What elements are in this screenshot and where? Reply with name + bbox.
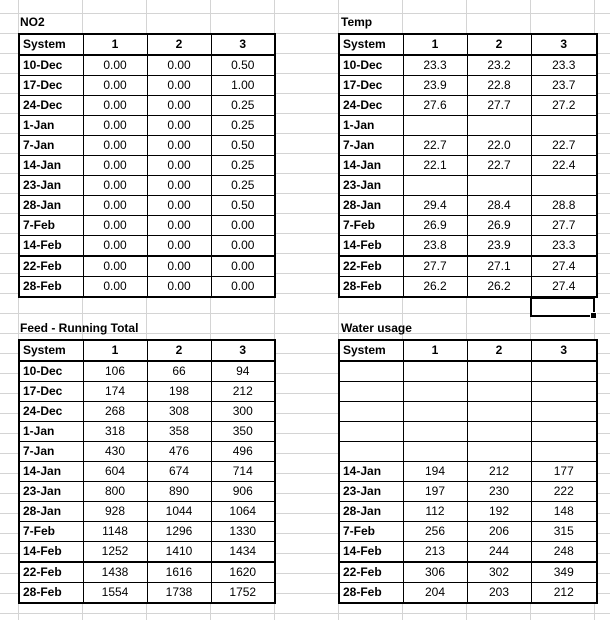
no2-cell[interactable]: 0.00 xyxy=(83,136,147,156)
water-cell[interactable]: 177 xyxy=(531,462,597,482)
temp-cell[interactable]: 26.2 xyxy=(403,277,467,298)
temp-table-row xyxy=(339,176,597,196)
water-cell[interactable] xyxy=(403,422,467,442)
feed-cell[interactable]: 1148 xyxy=(83,522,147,542)
water-cell[interactable] xyxy=(339,442,403,462)
no2-table-row xyxy=(19,96,275,116)
feed-cell[interactable]: 1064 xyxy=(211,502,275,522)
no2-cell[interactable]: 0.00 xyxy=(83,256,147,277)
no2-cell[interactable]: 0.00 xyxy=(147,156,211,176)
water-cell[interactable]: 203 xyxy=(467,583,531,604)
feed-cell[interactable]: 318 xyxy=(83,422,147,442)
temp-cell[interactable]: 1-Jan xyxy=(339,116,403,136)
temp-cell[interactable]: 27.7 xyxy=(403,256,467,277)
temp-header-cell[interactable]: System xyxy=(339,34,403,55)
temp-cell[interactable]: 22.0 xyxy=(467,136,531,156)
feed-cell[interactable]: 94 xyxy=(211,361,275,382)
feed-header-row xyxy=(19,340,275,361)
feed-cell[interactable]: 1438 xyxy=(83,562,147,583)
water-cell[interactable]: 23-Jan xyxy=(339,482,403,502)
water-cell[interactable]: 14-Feb xyxy=(339,542,403,563)
temp-cell[interactable]: 23.3 xyxy=(403,55,467,76)
no2-cell[interactable]: 0.00 xyxy=(147,96,211,116)
no2-cell[interactable]: 0.00 xyxy=(83,176,147,196)
water-table-row xyxy=(339,522,597,542)
no2-cell[interactable]: 0.50 xyxy=(211,55,275,76)
feed-header-cell[interactable]: System xyxy=(19,340,83,361)
feed-cell[interactable]: 23-Jan xyxy=(19,482,83,502)
water-cell[interactable]: 112 xyxy=(403,502,467,522)
no2-table xyxy=(18,33,276,298)
water-cell[interactable] xyxy=(531,442,597,462)
feed-cell[interactable]: 358 xyxy=(147,422,211,442)
no2-cell[interactable]: 0.00 xyxy=(83,196,147,216)
water-cell[interactable]: 315 xyxy=(531,522,597,542)
water-header-row xyxy=(339,340,597,361)
temp-cell[interactable]: 10-Dec xyxy=(339,55,403,76)
water-title: Water usage xyxy=(341,321,412,335)
feed-table-row xyxy=(19,542,275,563)
no2-cell[interactable]: 0.00 xyxy=(147,76,211,96)
feed-cell[interactable]: 714 xyxy=(211,462,275,482)
feed-cell[interactable]: 24-Dec xyxy=(19,402,83,422)
temp-title: Temp xyxy=(341,15,373,29)
temp-table-row xyxy=(339,196,597,216)
water-cell[interactable] xyxy=(403,442,467,462)
no2-cell[interactable]: 0.00 xyxy=(83,116,147,136)
feed-cell[interactable]: 1554 xyxy=(83,583,147,604)
feed-header-cell[interactable]: 1 xyxy=(83,340,147,361)
no2-table-row xyxy=(19,236,275,257)
feed-cell[interactable]: 17-Dec xyxy=(19,382,83,402)
no2-cell[interactable]: 1.00 xyxy=(211,76,275,96)
no2-cell[interactable]: 14-Jan xyxy=(19,156,83,176)
temp-cell[interactable]: 28-Jan xyxy=(339,196,403,216)
water-cell[interactable] xyxy=(531,382,597,402)
water-table-row xyxy=(339,482,597,502)
no2-title: NO2 xyxy=(20,15,45,29)
water-cell[interactable]: 194 xyxy=(403,462,467,482)
temp-table-row xyxy=(339,256,597,277)
feed-table-row xyxy=(19,361,275,382)
temp-cell[interactable]: 24-Dec xyxy=(339,96,403,116)
water-header-cell[interactable]: System xyxy=(339,340,403,361)
temp-cell[interactable]: 26.2 xyxy=(467,277,531,298)
no2-cell[interactable]: 0.25 xyxy=(211,156,275,176)
water-cell[interactable] xyxy=(467,361,531,382)
fill-handle[interactable] xyxy=(590,312,597,319)
feed-cell[interactable]: 106 xyxy=(83,361,147,382)
water-cell[interactable]: 7-Feb xyxy=(339,522,403,542)
no2-cell[interactable]: 0.00 xyxy=(147,277,211,298)
feed-cell[interactable]: 1752 xyxy=(211,583,275,604)
water-table-row xyxy=(339,542,597,563)
no2-cell[interactable]: 7-Feb xyxy=(19,216,83,236)
no2-cell[interactable]: 0.00 xyxy=(147,55,211,76)
water-table-row xyxy=(339,462,597,482)
no2-table-row xyxy=(19,116,275,136)
feed-cell[interactable]: 1-Jan xyxy=(19,422,83,442)
temp-cell[interactable]: 22.7 xyxy=(531,136,597,156)
no2-cell[interactable]: 28-Jan xyxy=(19,196,83,216)
temp-cell[interactable]: 23.9 xyxy=(467,236,531,257)
feed-title: Feed - Running Total xyxy=(20,321,139,335)
feed-cell[interactable]: 604 xyxy=(83,462,147,482)
no2-cell[interactable]: 0.25 xyxy=(211,176,275,196)
feed-cell[interactable]: 1044 xyxy=(147,502,211,522)
water-cell[interactable]: 28-Feb xyxy=(339,583,403,604)
no2-cell[interactable]: 0.00 xyxy=(211,216,275,236)
temp-table-row xyxy=(339,116,597,136)
feed-table-row xyxy=(19,502,275,522)
no2-cell[interactable]: 0.50 xyxy=(211,136,275,156)
no2-cell[interactable]: 0.00 xyxy=(83,236,147,257)
no2-table-row xyxy=(19,256,275,277)
water-table-row xyxy=(339,422,597,442)
water-cell[interactable]: 212 xyxy=(467,462,531,482)
temp-cell[interactable]: 27.2 xyxy=(531,96,597,116)
temp-cell[interactable]: 23.3 xyxy=(531,55,597,76)
feed-cell[interactable]: 350 xyxy=(211,422,275,442)
feed-cell[interactable]: 268 xyxy=(83,402,147,422)
water-cell[interactable] xyxy=(531,361,597,382)
feed-cell[interactable]: 14-Jan xyxy=(19,462,83,482)
no2-cell[interactable]: 0.00 xyxy=(147,136,211,156)
water-cell[interactable] xyxy=(339,382,403,402)
no2-table-row xyxy=(19,277,275,298)
water-table-row xyxy=(339,502,597,522)
water-table-row xyxy=(339,382,597,402)
no2-cell[interactable]: 0.00 xyxy=(83,277,147,298)
water-cell[interactable]: 349 xyxy=(531,562,597,583)
no2-cell[interactable]: 23-Jan xyxy=(19,176,83,196)
no2-table-row xyxy=(19,76,275,96)
temp-cell[interactable]: 23.9 xyxy=(403,76,467,96)
water-cell[interactable]: 222 xyxy=(531,482,597,502)
no2-header-cell[interactable]: System xyxy=(19,34,83,55)
feed-cell[interactable]: 890 xyxy=(147,482,211,502)
no2-cell[interactable]: 0.00 xyxy=(83,96,147,116)
temp-cell[interactable]: 7-Jan xyxy=(339,136,403,156)
no2-header-cell[interactable]: 1 xyxy=(83,34,147,55)
temp-table-row xyxy=(339,96,597,116)
feed-table-row xyxy=(19,522,275,542)
temp-cell[interactable]: 22.7 xyxy=(467,156,531,176)
temp-cell[interactable]: 22.1 xyxy=(403,156,467,176)
feed-cell[interactable]: 476 xyxy=(147,442,211,462)
no2-cell[interactable]: 14-Feb xyxy=(19,236,83,257)
water-cell[interactable] xyxy=(467,442,531,462)
temp-cell[interactable]: 29.4 xyxy=(403,196,467,216)
feed-cell[interactable]: 1330 xyxy=(211,522,275,542)
water-cell[interactable] xyxy=(467,382,531,402)
temp-table-row xyxy=(339,236,597,257)
feed-cell[interactable]: 1434 xyxy=(211,542,275,563)
feed-table-row xyxy=(19,402,275,422)
temp-cell[interactable]: 22-Feb xyxy=(339,256,403,277)
water-table xyxy=(338,339,598,604)
temp-cell[interactable]: 26.9 xyxy=(467,216,531,236)
no2-cell[interactable]: 0.00 xyxy=(147,216,211,236)
feed-cell[interactable]: 1410 xyxy=(147,542,211,563)
temp-header-row xyxy=(339,34,597,55)
no2-cell[interactable]: 1-Jan xyxy=(19,116,83,136)
feed-cell[interactable]: 1738 xyxy=(147,583,211,604)
no2-table-row xyxy=(19,176,275,196)
temp-cell[interactable]: 23.7 xyxy=(531,76,597,96)
water-cell[interactable]: 248 xyxy=(531,542,597,563)
temp-cell[interactable] xyxy=(403,176,467,196)
no2-table-row xyxy=(19,136,275,156)
feed-cell[interactable]: 928 xyxy=(83,502,147,522)
no2-cell[interactable]: 0.00 xyxy=(147,236,211,257)
water-cell[interactable]: 14-Jan xyxy=(339,462,403,482)
water-cell[interactable] xyxy=(531,422,597,442)
feed-cell[interactable]: 1616 xyxy=(147,562,211,583)
temp-cell[interactable]: 27.4 xyxy=(531,256,597,277)
temp-cell[interactable]: 23.8 xyxy=(403,236,467,257)
water-cell[interactable]: 28-Jan xyxy=(339,502,403,522)
feed-table-row xyxy=(19,462,275,482)
water-cell[interactable]: 204 xyxy=(403,583,467,604)
water-cell[interactable] xyxy=(403,402,467,422)
temp-header-cell[interactable]: 3 xyxy=(531,34,597,55)
temp-cell[interactable]: 27.7 xyxy=(467,96,531,116)
feed-table-row xyxy=(19,562,275,583)
temp-table-row xyxy=(339,76,597,96)
no2-table-row xyxy=(19,216,275,236)
temp-table-row xyxy=(339,55,597,76)
temp-table xyxy=(338,33,598,298)
temp-cell[interactable]: 23.2 xyxy=(467,55,531,76)
feed-cell[interactable]: 800 xyxy=(83,482,147,502)
water-header-cell[interactable]: 1 xyxy=(403,340,467,361)
feed-header-cell[interactable]: 2 xyxy=(147,340,211,361)
no2-cell[interactable]: 0.00 xyxy=(211,256,275,277)
temp-cell[interactable]: 23-Jan xyxy=(339,176,403,196)
selected-cell[interactable] xyxy=(530,297,595,317)
no2-cell[interactable]: 0.00 xyxy=(83,76,147,96)
temp-table-row xyxy=(339,277,597,298)
temp-cell[interactable] xyxy=(403,116,467,136)
water-cell[interactable] xyxy=(467,422,531,442)
temp-cell[interactable]: 7-Feb xyxy=(339,216,403,236)
feed-cell[interactable]: 22-Feb xyxy=(19,562,83,583)
water-table-row xyxy=(339,402,597,422)
temp-cell[interactable] xyxy=(467,116,531,136)
water-cell[interactable]: 306 xyxy=(403,562,467,583)
feed-header-cell[interactable]: 3 xyxy=(211,340,275,361)
no2-cell[interactable]: 24-Dec xyxy=(19,96,83,116)
no2-cell[interactable]: 0.00 xyxy=(147,196,211,216)
no2-cell[interactable]: 0.25 xyxy=(211,96,275,116)
temp-cell[interactable]: 22.7 xyxy=(403,136,467,156)
water-cell[interactable]: 230 xyxy=(467,482,531,502)
feed-cell[interactable]: 1252 xyxy=(83,542,147,563)
no2-header-cell[interactable]: 3 xyxy=(211,34,275,55)
feed-cell[interactable]: 10-Dec xyxy=(19,361,83,382)
temp-cell[interactable]: 28.4 xyxy=(467,196,531,216)
temp-cell[interactable]: 27.6 xyxy=(403,96,467,116)
feed-table-row xyxy=(19,442,275,462)
water-cell[interactable] xyxy=(339,361,403,382)
no2-cell[interactable]: 7-Jan xyxy=(19,136,83,156)
water-cell[interactable]: 302 xyxy=(467,562,531,583)
feed-cell[interactable]: 28-Jan xyxy=(19,502,83,522)
no2-cell[interactable]: 28-Feb xyxy=(19,277,83,298)
water-cell[interactable]: 213 xyxy=(403,542,467,563)
temp-cell[interactable]: 28.8 xyxy=(531,196,597,216)
temp-cell[interactable]: 22.8 xyxy=(467,76,531,96)
water-cell[interactable]: 197 xyxy=(403,482,467,502)
no2-cell[interactable]: 0.25 xyxy=(211,116,275,136)
temp-table-row xyxy=(339,156,597,176)
water-cell[interactable]: 256 xyxy=(403,522,467,542)
water-cell[interactable] xyxy=(403,382,467,402)
temp-header-cell[interactable]: 2 xyxy=(467,34,531,55)
water-cell[interactable] xyxy=(531,402,597,422)
temp-cell[interactable]: 28-Feb xyxy=(339,277,403,298)
feed-cell[interactable]: 300 xyxy=(211,402,275,422)
temp-table-row xyxy=(339,216,597,236)
temp-cell[interactable] xyxy=(531,176,597,196)
feed-cell[interactable]: 1620 xyxy=(211,562,275,583)
feed-cell[interactable]: 674 xyxy=(147,462,211,482)
water-cell[interactable]: 206 xyxy=(467,522,531,542)
no2-cell[interactable]: 0.00 xyxy=(83,216,147,236)
no2-header-cell[interactable]: 2 xyxy=(147,34,211,55)
water-cell[interactable]: 148 xyxy=(531,502,597,522)
water-cell[interactable] xyxy=(403,361,467,382)
feed-cell[interactable]: 496 xyxy=(211,442,275,462)
no2-cell[interactable]: 0.00 xyxy=(211,236,275,257)
water-header-cell[interactable]: 2 xyxy=(467,340,531,361)
feed-cell[interactable]: 28-Feb xyxy=(19,583,83,604)
no2-cell[interactable]: 0.00 xyxy=(147,116,211,136)
water-cell[interactable]: 192 xyxy=(467,502,531,522)
water-cell[interactable] xyxy=(339,422,403,442)
temp-cell[interactable]: 27.7 xyxy=(531,216,597,236)
feed-cell[interactable]: 212 xyxy=(211,382,275,402)
water-header-cell[interactable]: 3 xyxy=(531,340,597,361)
temp-cell[interactable]: 27.4 xyxy=(531,277,597,298)
temp-cell[interactable]: 14-Feb xyxy=(339,236,403,257)
feed-cell[interactable]: 7-Jan xyxy=(19,442,83,462)
temp-cell[interactable]: 14-Jan xyxy=(339,156,403,176)
water-table-row xyxy=(339,562,597,583)
no2-cell[interactable]: 0.00 xyxy=(147,256,211,277)
feed-table-row xyxy=(19,482,275,502)
feed-table-row xyxy=(19,422,275,442)
feed-cell[interactable]: 308 xyxy=(147,402,211,422)
no2-table-row xyxy=(19,156,275,176)
feed-cell[interactable]: 430 xyxy=(83,442,147,462)
no2-header-row xyxy=(19,34,275,55)
no2-cell[interactable]: 0.00 xyxy=(83,55,147,76)
temp-cell[interactable]: 26.9 xyxy=(403,216,467,236)
feed-cell[interactable]: 906 xyxy=(211,482,275,502)
water-table-row xyxy=(339,583,597,604)
water-cell[interactable]: 212 xyxy=(531,583,597,604)
no2-cell[interactable]: 0.00 xyxy=(83,156,147,176)
temp-header-cell[interactable]: 1 xyxy=(403,34,467,55)
water-cell[interactable]: 244 xyxy=(467,542,531,563)
water-table-row xyxy=(339,361,597,382)
feed-cell[interactable]: 198 xyxy=(147,382,211,402)
feed-cell[interactable]: 174 xyxy=(83,382,147,402)
water-cell[interactable] xyxy=(339,402,403,422)
water-cell[interactable] xyxy=(467,402,531,422)
temp-cell[interactable] xyxy=(531,116,597,136)
no2-table-row xyxy=(19,55,275,76)
no2-table-row xyxy=(19,196,275,216)
no2-cell[interactable]: 0.00 xyxy=(147,176,211,196)
feed-cell[interactable]: 7-Feb xyxy=(19,522,83,542)
no2-cell[interactable]: 22-Feb xyxy=(19,256,83,277)
feed-table-row xyxy=(19,382,275,402)
temp-cell[interactable]: 22.4 xyxy=(531,156,597,176)
no2-cell[interactable]: 0.00 xyxy=(211,277,275,298)
water-table-row xyxy=(339,442,597,462)
feed-table-row xyxy=(19,583,275,604)
temp-table-row xyxy=(339,136,597,156)
temp-cell[interactable]: 27.1 xyxy=(467,256,531,277)
feed-table xyxy=(18,339,276,604)
temp-cell[interactable]: 17-Dec xyxy=(339,76,403,96)
water-cell[interactable]: 22-Feb xyxy=(339,562,403,583)
feed-cell[interactable]: 1296 xyxy=(147,522,211,542)
no2-cell[interactable]: 17-Dec xyxy=(19,76,83,96)
no2-cell[interactable]: 0.50 xyxy=(211,196,275,216)
feed-cell[interactable]: 14-Feb xyxy=(19,542,83,563)
feed-cell[interactable]: 66 xyxy=(147,361,211,382)
temp-cell[interactable] xyxy=(467,176,531,196)
no2-cell[interactable]: 10-Dec xyxy=(19,55,83,76)
temp-cell[interactable]: 23.3 xyxy=(531,236,597,257)
